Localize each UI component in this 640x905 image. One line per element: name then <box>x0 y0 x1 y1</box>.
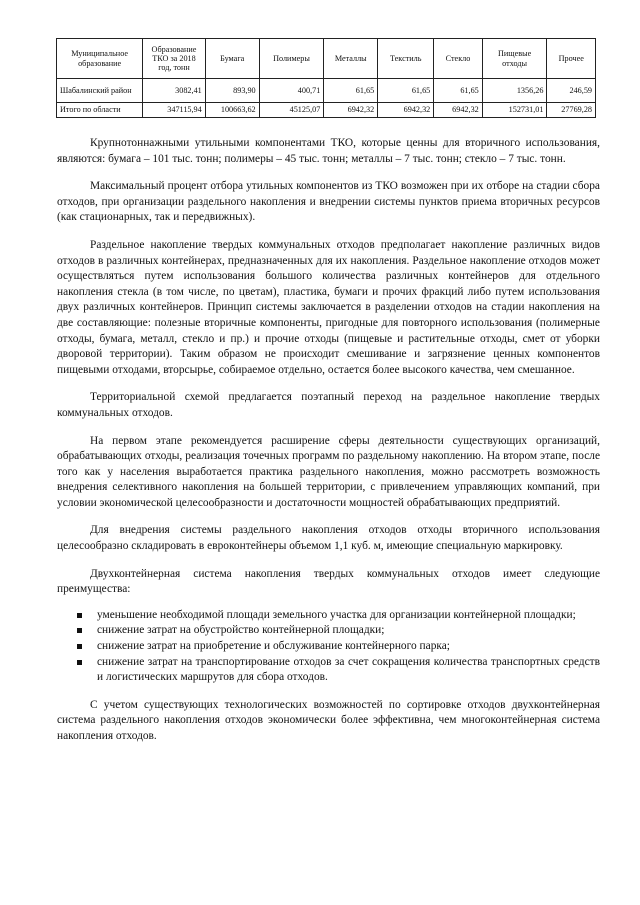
table-cell: 347115,94 <box>143 103 206 118</box>
list-item <box>57 655 600 686</box>
header-paper: Бумага <box>205 39 259 79</box>
table-cell: 61,65 <box>324 79 378 103</box>
table-cell: Итого по области <box>57 103 143 118</box>
table-cell: 6942,32 <box>324 103 378 118</box>
bullet-icon <box>77 613 82 618</box>
header-tko-2018: Образование ТКО за 2018 год, тонн <box>143 39 206 79</box>
document-body <box>57 136 600 757</box>
table-cell: 6942,32 <box>378 103 434 118</box>
header-textile: Текстиль <box>378 39 434 79</box>
header-metals: Металлы <box>324 39 378 79</box>
table-cell: 3082,41 <box>143 79 206 103</box>
bullet-icon <box>77 644 82 649</box>
table-cell: 27769,28 <box>547 103 596 118</box>
list-item <box>57 639 600 655</box>
table-cell: 45125,07 <box>259 103 324 118</box>
list-item-text: снижение затрат на обустройство контейнерной площадки; <box>97 624 385 637</box>
table-cell: 246,59 <box>547 79 596 103</box>
paragraph-two-container-intro: Двухконтейнерная система накопления твердых коммунальных отходов имеет следующие преимущества: <box>57 567 600 596</box>
table-cell: 61,65 <box>434 79 483 103</box>
table-cell: Шабалинский район <box>57 79 143 103</box>
table-cell: 1356,26 <box>482 79 547 103</box>
table-cell: 893,90 <box>205 79 259 103</box>
list-item <box>57 623 600 639</box>
table-header-row <box>57 39 596 79</box>
bullet-icon <box>77 628 82 633</box>
table-cell: 6942,32 <box>434 103 483 118</box>
table-row-total <box>57 103 596 118</box>
header-food-waste: Пищевые отходы <box>482 39 547 79</box>
list-item-text: снижение затрат на приобретение и обслуживание контейнерного парка; <box>97 640 450 653</box>
paragraph-conclusion: С учетом существующих технологических возможностей по сортировке отходов двухконтейнерная система раздельного накопления отходов экономически более эффективна, чем многоконтейнерная система накопления отходов. <box>57 698 600 742</box>
header-polymers: Полимеры <box>259 39 324 79</box>
paragraph-max-selection: Максимальный процент отбора утильных компонентов из ТКО возможен при их отборе на стадии сбора отходов, при организации раздельного накопления и внедрении системы пунктов приема вторичных ресурсов (как стационарных, так и передвижных). <box>57 180 600 224</box>
table-row <box>57 79 596 103</box>
table-cell: 152731,01 <box>482 103 547 118</box>
table-cell: 100663,62 <box>205 103 259 118</box>
waste-composition-table <box>56 38 596 118</box>
paragraph-stages: На первом этапе рекомендуется расширение сферы деятельности существующих организаций, обрабатывающих отходы, реализация точечных программ по раздельному накоплению. На втором этапе, после того как у населения выработается практика раздельного накопления, можно рассмотреть возможность внедрения селективного накопления на большей территории, с привлечением управляющих компаний, при условии экономической целесообразности и достаточности мощностей обрабатывающих предприятий. <box>57 434 600 509</box>
paragraph-territorial-scheme: Территориальной схемой предлагается поэтапный переход на раздельное накопление твердых коммунальных отходов. <box>57 391 600 419</box>
list-item-text: уменьшение необходимой площади земельного участка для организации контейнерной площадки; <box>97 608 576 621</box>
table-cell: 61,65 <box>378 79 434 103</box>
bullet-icon <box>77 660 82 665</box>
header-glass: Стекло <box>434 39 483 79</box>
table-cell: 400,71 <box>259 79 324 103</box>
header-municipality: Муниципальное образование <box>57 39 143 79</box>
list-item-text: снижение затрат на транспортирование отходов за счет сокращения количества транспортных средств и логистических маршрутов для сбора отходов. <box>97 655 600 684</box>
paragraph-eurocontainers: Для внедрения системы раздельного накопления отходов отходы вторичного использования целесообразно складировать в евроконтейнеры объемом 1,1 куб. м, имеющие специальную маркировку. <box>57 524 600 553</box>
paragraph-separate-accumulation: Раздельное накопление твердых коммунальных отходов предполагает накопление различных видов отходов в различных контейнерах, предназначенных для их накопления. Раздельное накопление отходов может осуществляться путем использования большого количества различных контейнеров для отдельного накопления стекла (в том числе, по цветам), пластика, бумаги и прочих фракций либо путем использования двух различных контейнеров. Принцип системы заключается в разделении отходов на стадии накопления на две составляющие: полезные вторичные компоненты, пригодные для повторного использования (полимерные отходы, бумага, металл, стекло и пр.) и прочие отходы (пищевые и растительные отходы, смет от уборки дворовой территории). Таким образом не происходит смешивание и загрязнение ценных компонентов пищевыми отходами, вторсырье, собираемое отдельно, остается более высокого качества, чем смешанное. <box>57 238 600 376</box>
list-item <box>57 608 600 624</box>
advantages-list <box>57 608 600 686</box>
paragraph-recyclable-components: Крупнотоннажными утильными компонентами ТКО, которые ценны для вторичного использования, являются: бумага – 101 тыс. тонн; полимеры – 45 тыс. тонн; металлы – 7 тыс. тонн; стекло – 7 тыс. тонн. <box>57 137 600 165</box>
header-other: Прочее <box>547 39 596 79</box>
